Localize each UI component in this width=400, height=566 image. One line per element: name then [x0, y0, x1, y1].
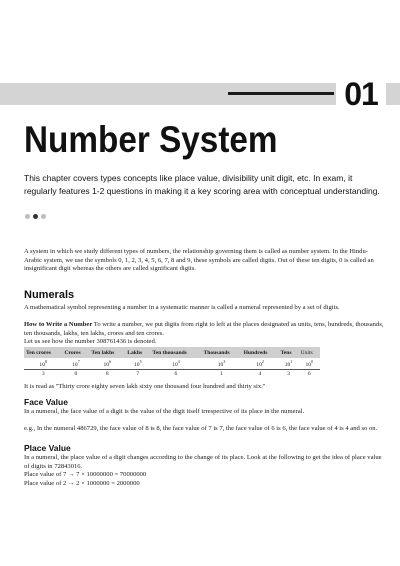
power-cell: $10^8$ [24, 358, 62, 369]
table-header-cell: Lakhs [125, 347, 150, 358]
howto-label: How to Write a Number [24, 321, 93, 328]
table-header-cell: Ten lakhs [89, 347, 125, 358]
example-intro: Let us see how the number 308761436 is denoted. [24, 338, 157, 345]
table-header-cell: Units [299, 347, 321, 358]
dot-icon-active [33, 214, 38, 219]
power-cell: $10^7$ [62, 358, 89, 369]
face-value-heading: Face Value [24, 397, 68, 407]
table-row-powers [24, 358, 320, 369]
read-as-text: It is read as ''Thirty crore eighty seven lakh sixty one thousand four hundred and thirty six.'' [24, 383, 266, 390]
power-cell: $10^2$ [242, 358, 279, 369]
place-value-line-2: Place value of 2 → 2 × 1000000 = 2000000 [24, 480, 140, 487]
chapter-title: Number System [24, 119, 278, 160]
power-cell: $10^1$ [279, 358, 299, 369]
table-header-cell: Hundreds [242, 347, 279, 358]
table-header-cell: Ten crores [24, 347, 62, 358]
table-header-cell: Thousands [202, 347, 242, 358]
power-cell: $10^3$ [202, 358, 242, 369]
place-value-text: In a numeral, the place value of a digit changes according to the change of its place. Look at the following to get the idea of place value of digits in 72843016. [24, 454, 382, 470]
table-row-digits [24, 369, 320, 379]
howto-paragraph [24, 321, 384, 338]
face-value-example: e.g., In the numeral 486729, the face value of 8 is 8, the face value of 7 is 7, the face value of 6 is 6, the face value of 4 is 4 and so on. [24, 425, 378, 432]
digit-cell: 6 [307, 371, 311, 378]
face-value-text: In a numeral, the face value of a digit is the value of the digit itself irrespective of its place in the numeral. [24, 408, 305, 415]
digit-cell: 3 [287, 371, 290, 378]
table-header-cell: Tens [279, 347, 299, 358]
table-header-cell: Crores [62, 347, 89, 358]
digit-cell: 1 [220, 371, 223, 378]
place-value-line-1: Place value of 7 → 7 × 10000000 = 70000000 [24, 471, 147, 478]
power-cell: $10^4$ [150, 358, 201, 369]
digit-cell: 3 [41, 371, 45, 378]
table-header-row [24, 347, 320, 358]
digit-cell: 6 [174, 371, 178, 378]
section-intro: A system in which we study different types of numbers, the relationship governing them is called as number system. In the Hindu-Arabic system, we use the symbols 0, 1, 2, 3, 4, 5, 6, 7, 8 and 9, these symbols are called digits. Out of these ten digits, 0 is called an insignificant digit whereas the others are called significant digits. [24, 248, 374, 273]
power-cell: $10^0$ [299, 358, 321, 369]
table-header-cell: Ten thousands [150, 347, 201, 358]
dot-icon [41, 214, 46, 219]
digit-cell: 7 [136, 371, 140, 378]
digit-cell: 0 [74, 371, 78, 378]
numerals-heading: Numerals [24, 289, 75, 301]
digit-cell: 4 [258, 371, 262, 378]
power-cell: $10^6$ [89, 358, 125, 369]
place-value-table [24, 347, 320, 379]
digit-cell: 8 [105, 371, 109, 378]
numerals-text: A mathematical symbol representing a number in a systematic manner is called a numeral represented by a set of digits. [24, 304, 340, 311]
chapter-number: 01 [336, 76, 386, 112]
decorative-dots [25, 214, 46, 219]
power-cell: $10^5$ [125, 358, 150, 369]
howto-text: To write a number, we put digits from right to left at the places designated as units, tens, hundreds, thousands, ten thousands, lakhs, ten lakhs, crores and ten crores. [24, 321, 384, 337]
chapter-intro: This chapter covers types concepts like place value, divisibility unit digit, etc. In exam, it regularly features 1-2 questions in making it a key scoring area with conceptual understanding. [24, 173, 380, 196]
dot-icon [25, 214, 30, 219]
place-value-heading: Place Value [24, 443, 71, 453]
chapter-header-rule [228, 92, 334, 95]
